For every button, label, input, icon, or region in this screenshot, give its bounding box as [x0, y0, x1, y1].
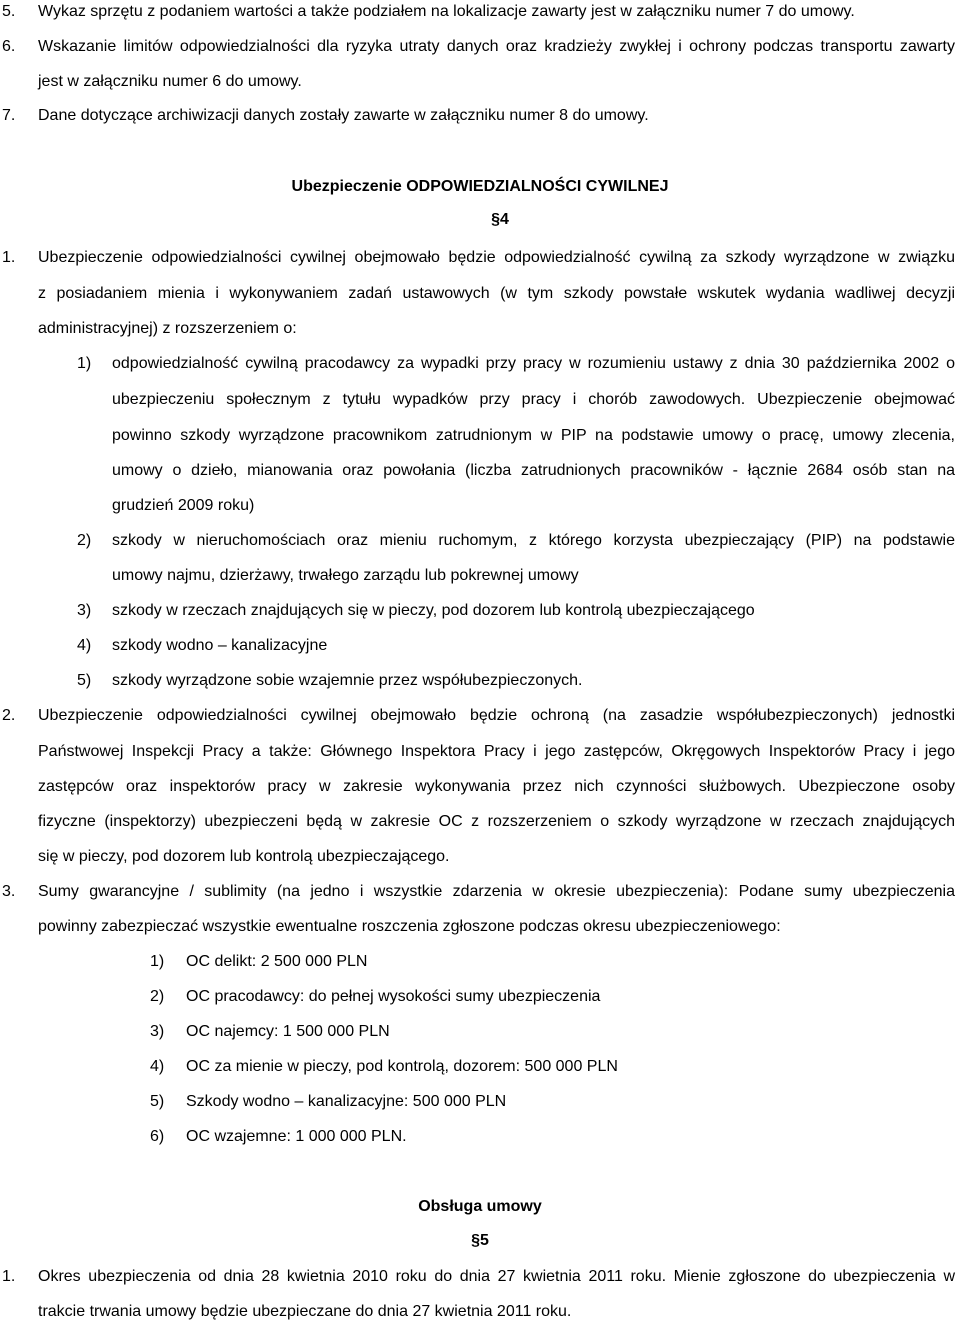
item-number: 4)	[77, 637, 92, 654]
item-text: fizyczne (inspektorzy) ubezpieczeni będą w zakresie OC z rozszerzeniem o szkody wyrządzone w rzeczach znajdujących	[38, 813, 955, 830]
item-text: umowy o dzieło, mianowania oraz powołania (liczba zatrudnionych pracowników - łącznie 2684 osób stan na	[112, 462, 955, 479]
item-number: 1.	[2, 1268, 16, 1285]
item-number: 3)	[77, 602, 92, 619]
item-text: Wykaz sprzętu z podaniem wartości a także podziałem na lokalizacje zawarty jest w załączniku numer 7 do umowy.	[38, 3, 855, 20]
item-text: szkody w rzeczach znajdujących się w pieczy, pod dozorem lub kontrolą ubezpieczającego	[112, 602, 755, 619]
item-text: OC pracodawcy: do pełnej wysokości sumy ubezpieczenia	[186, 988, 601, 1005]
item-number: 1)	[150, 953, 165, 970]
item-text: odpowiedzialność cywilną pracodawcy za wypadki przy pracy w rozumieniu ustawy z dnia 30 października 2002 o	[112, 355, 955, 372]
item-number: 4)	[150, 1058, 165, 1075]
item-text: jest w załączniku numer 6 do umowy.	[38, 73, 302, 90]
item-number: 3)	[150, 1023, 165, 1040]
item-text: Szkody wodno – kanalizacyjne: 500 000 PLN	[186, 1093, 507, 1110]
item-text: się w pieczy, pod dozorem lub kontrolą ubezpieczającego.	[38, 848, 450, 865]
item-text: z posiadaniem mienia i wykonywaniem zadań ustawowych (w tym szkody powstałe wskutek wydania wadliwej decyzji	[38, 285, 955, 302]
item-text: administracyjnej) z rozszerzeniem o:	[38, 320, 297, 337]
item-number: 5)	[77, 672, 92, 689]
item-text: OC delikt: 2 500 000 PLN	[186, 953, 368, 970]
item-text: szkody wyrządzone sobie wzajemnie przez współubezpieczonych.	[112, 672, 583, 689]
item-text: umowy najmu, dzierżawy, trwałego zarządu lub pokrewnej umowy	[112, 567, 579, 584]
item-number: 6.	[2, 38, 16, 55]
item-number: 2)	[150, 988, 165, 1005]
paragraph-mark: §4	[491, 211, 509, 228]
item-text: OC wzajemne: 1 000 000 PLN.	[186, 1128, 407, 1145]
item-text: trakcie trwania umowy będzie ubezpieczane do dnia 27 kwietnia 2011 roku.	[38, 1303, 572, 1320]
item-text: powinny zabezpieczać wszystkie ewentualne roszczenia zgłoszone podczas okresu ubezpieczeniowego:	[38, 918, 781, 935]
item-number: 3.	[2, 883, 16, 900]
item-text: zastępców oraz inspektorów pracy w zakresie wykonywania przez nich czynności służbowych. Ubezpieczone osoby	[38, 778, 955, 795]
item-number: 6)	[150, 1128, 165, 1145]
item-text: szkody wodno – kanalizacyjne	[112, 637, 328, 654]
item-number: 1)	[77, 355, 92, 372]
item-number: 5.	[2, 3, 16, 20]
section-title: Ubezpieczenie ODPOWIEDZIALNOŚCI CYWILNEJ	[291, 178, 669, 195]
item-text: grudzień 2009 roku)	[112, 497, 255, 514]
item-text: OC za mienie w pieczy, pod kontrolą, dozorem: 500 000 PLN	[186, 1058, 618, 1075]
item-text: OC najemcy: 1 500 000 PLN	[186, 1023, 390, 1040]
item-text: ubezpieczeniu społecznym z tytułu wypadków przy pracy i chorób zawodowych. Ubezpieczenie obejmować	[112, 391, 955, 408]
section-title: Obsługa umowy	[418, 1198, 542, 1215]
item-text: Ubezpieczenie odpowiedzialności cywilnej obejmowało będzie odpowiedzialność cywilną za szkody wyrządzone w związku	[38, 249, 955, 266]
paragraph-mark: §5	[471, 1232, 489, 1249]
item-number: 5)	[150, 1093, 165, 1110]
item-text: Okres ubezpieczenia od dnia 28 kwietnia 2010 roku do dnia 27 kwietnia 2011 roku. Mienie zgłoszone do ubezpieczenia w	[38, 1268, 955, 1285]
item-number: 1.	[2, 249, 16, 266]
item-number: 2)	[77, 532, 92, 549]
item-text: szkody w nieruchomościach oraz mieniu ruchomym, z którego korzysta ubezpieczający (PIP) na podstawie	[112, 532, 955, 549]
item-text: Dane dotyczące archiwizacji danych zostały zawarte w załączniku numer 8 do umowy.	[38, 107, 649, 124]
item-text: Wskazanie limitów odpowiedzialności dla ryzyka utraty danych oraz kradzieży zwykłej i ochrony podczas transportu zawarty	[38, 38, 955, 55]
item-text: powinno szkody wyrządzone pracownikom zatrudnionym w PIP na podstawie umowy o pracę, umowy zlecenia,	[112, 427, 955, 444]
item-text: Sumy gwarancyjne / sublimity (na jedno i wszystkie zdarzenia w okresie ubezpieczenia): Podane sumy ubezpieczenia	[38, 883, 955, 900]
item-number: 7.	[2, 107, 16, 124]
item-text: Państwowej Inspekcji Pracy a także: Głównego Inspektora Pracy i jego zastępców, Okręgowych Inspektorów Pracy i jego	[38, 743, 955, 760]
item-text: Ubezpieczenie odpowiedzialności cywilnej obejmowało będzie ochroną (na zasadzie współubezpieczonych) jednostki	[38, 707, 955, 724]
item-number: 2.	[2, 707, 16, 724]
